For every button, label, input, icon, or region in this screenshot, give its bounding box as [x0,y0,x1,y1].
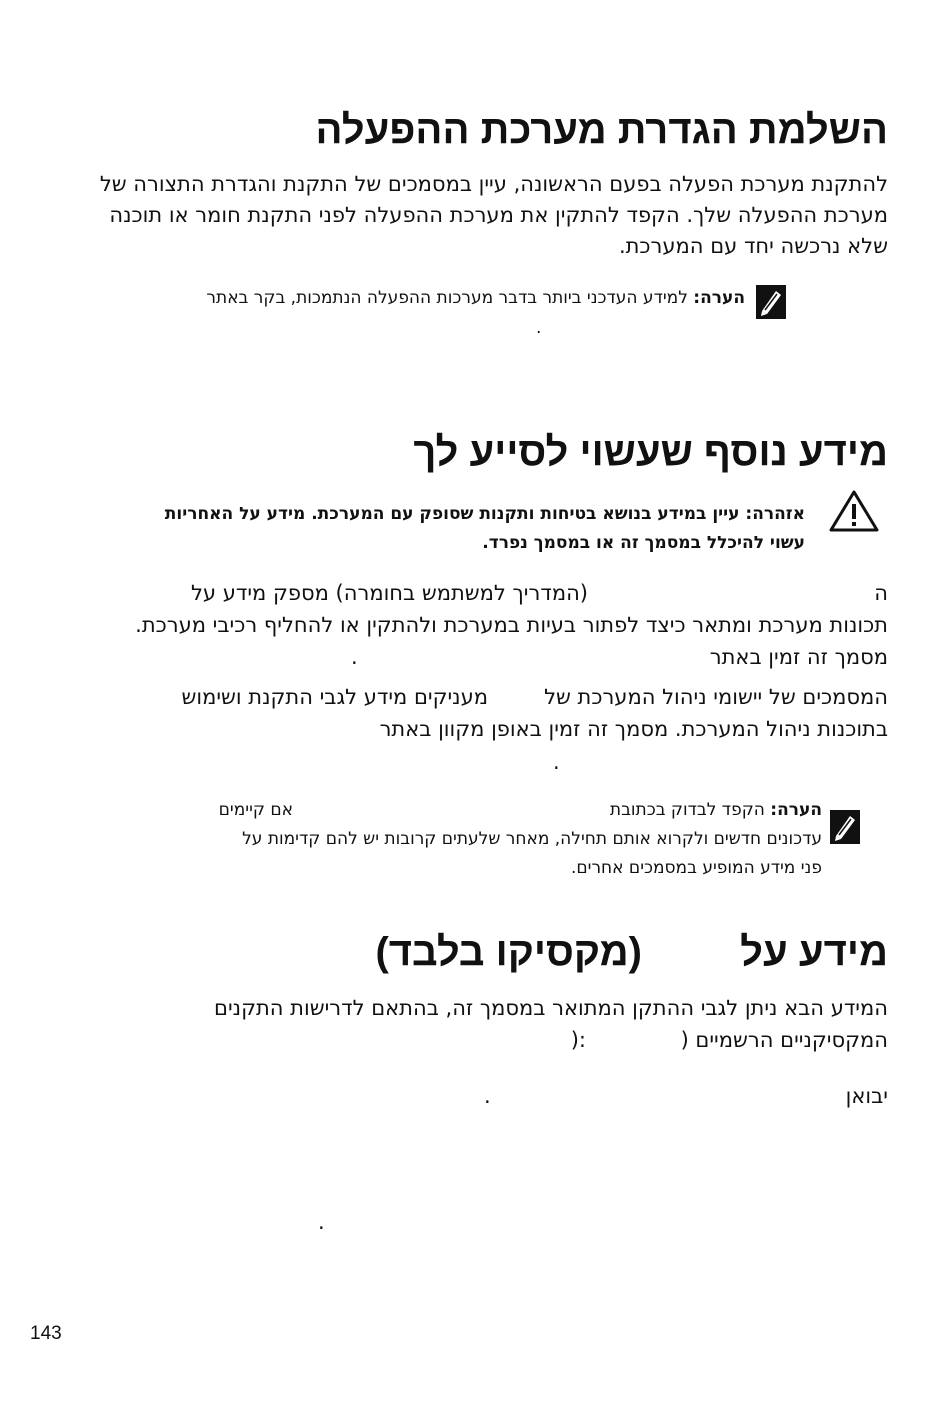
note-pencil-icon-2 [828,808,862,850]
section1-line-3: שלא נרכשה יחד עם המערכת. [618,234,888,258]
importer-dot: . [484,1084,491,1108]
section-title-mexico-left: (מקסיקו בלבד) [375,930,642,974]
note-2-text: הקפד לבדוק בכתובת [609,800,771,820]
para1-line-1-left: (המדריך למשתמש בחומרה) מספק מידע על [190,581,588,605]
para2-line-3: . [553,750,560,774]
warning-line-2: עשוי להיכלל במסמך זה או במסמך נפרד. [482,533,805,553]
note-text: למידע העדכני ביותר בדבר מערכות ההפעלה הנתמכות, בקר באתר [206,288,694,308]
mexico-line-1: המידע הבא ניתן לגבי ההתקן המתואר במסמך זה, בהתאם לדרישות התקנים [214,996,888,1020]
note-1-line-2: . [536,318,542,338]
para1-line-3-dot: . [351,645,358,669]
page-number: 143 [30,1323,62,1344]
note-2-label: הערה: [770,800,822,820]
note-2-line-1-right [610,796,822,824]
section1-line-2: מערכת ההפעלה שלך. הקפד להתקין את מערכת ההפעלה לפני התקנת חומר או תוכנה [109,203,888,227]
section1-line-1: להתקנת מערכת הפעלה בפעם הראשונה, עיין במסמכים של התקנת והגדרת התצורה של [99,172,888,196]
warning-line-1: אזהרה: עיין במידע בנושא בטיחות ותקנות שסופק עם המערכת. מידע על האחריות [164,504,805,524]
section-title-additional-info: מידע נוסף שעשוי לסייע לך [413,430,888,474]
note-2-line-3: פני מידע המופיע במסמכים אחרים. [570,858,822,878]
mexico-line-2-right: המקסיקניים הרשמיים ( [680,1028,888,1052]
para1-line-1-right: ה [874,581,888,605]
para1-line-3: מסמך זה זמין באתר [709,645,888,669]
note-2-line-1-left: אם קיימים [218,800,293,820]
lower-dot: . [318,1210,325,1234]
section-title-mexico-right: מידע על [740,930,888,974]
warning-triangle-icon [828,489,880,537]
note-label: הערה: [693,288,745,308]
para2-line-1-right: המסמכים של יישומי ניהול המערכת של [544,685,888,709]
section-title-os-setup: השלמת הגדרת מערכת ההפעלה [315,108,888,152]
importer-label: יבואן [845,1084,888,1108]
para1-line-2: תכונות מערכת ומתאר כיצד לפתור בעיות במערכת ולהתקין או להחליף רכיבי מערכת. [135,613,888,637]
note-2-line-2: עדכונים חדשים ולקרוא אותם תחילה, מאחר שלעתים קרובות יש להם קדימות על [242,829,822,849]
para2-line-2: בתוכנות ניהול המערכת. מסמך זה זמין באופן מקוון באתר [379,717,888,741]
para2-line-1-left: מעניקים מידע לגבי התקנת ושימוש [181,685,488,709]
note-1 [206,284,745,312]
note-pencil-icon [754,283,788,325]
mexico-line-2-left: ): [570,1028,586,1052]
